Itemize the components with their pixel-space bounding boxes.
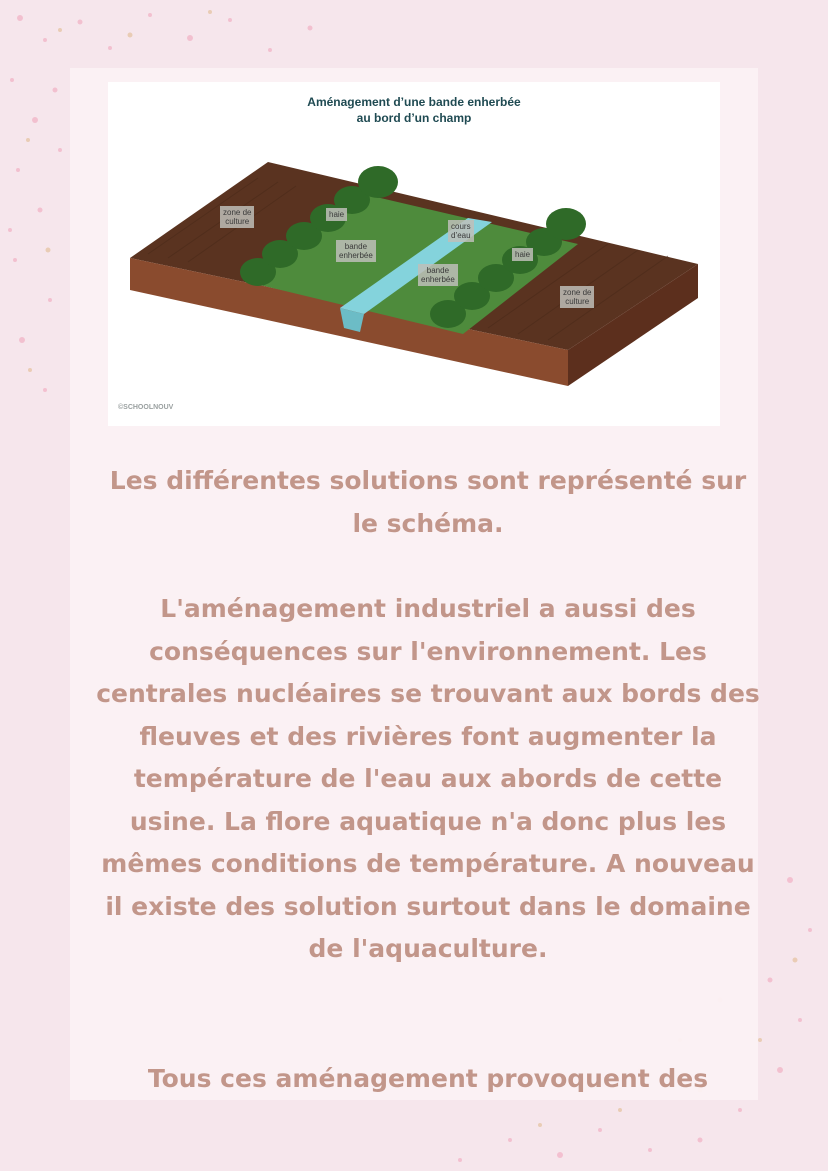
copyright: ©SCHOOLNOUV	[118, 404, 174, 411]
label-bande-enherbee-right: bande enherbée	[418, 264, 458, 286]
label-haie-left: haie	[326, 208, 347, 221]
figure-title-line2: au bord d’un champ	[356, 111, 472, 125]
label-haie-right: haie	[512, 248, 533, 261]
figure-title-line1: Aménagement d’une bande enherbée	[307, 95, 521, 109]
label-cours-eau: cours d’eau	[448, 220, 474, 242]
label-bande-enherbee-left: bande enherbée	[336, 240, 376, 262]
label-zone-culture-left: zone de culture	[220, 206, 254, 228]
label-zone-culture-right: zone de culture	[560, 286, 594, 308]
paragraph-continuation: Tous ces aménagement provoquent des	[147, 1064, 709, 1093]
figure-title	[108, 94, 720, 126]
figure-bande-enherbee	[108, 82, 720, 426]
paragraph-industrial: L'aménagement industriel a aussi des conséquences sur l'environnement. Les centrales nucléaires se trouvant aux bords des fleuves et des rivières font augmenter la température de l'eau aux abords de cette usine. La flore aquatique n'a donc plus les mêmes conditions de température. A nouveau il existe des solution surtout dans le domaine de l'aquaculture.	[96, 594, 760, 963]
landscape-diagram	[108, 82, 720, 426]
paragraph-solutions: Les différentes solutions sont représenté sur le schéma.	[109, 466, 747, 538]
